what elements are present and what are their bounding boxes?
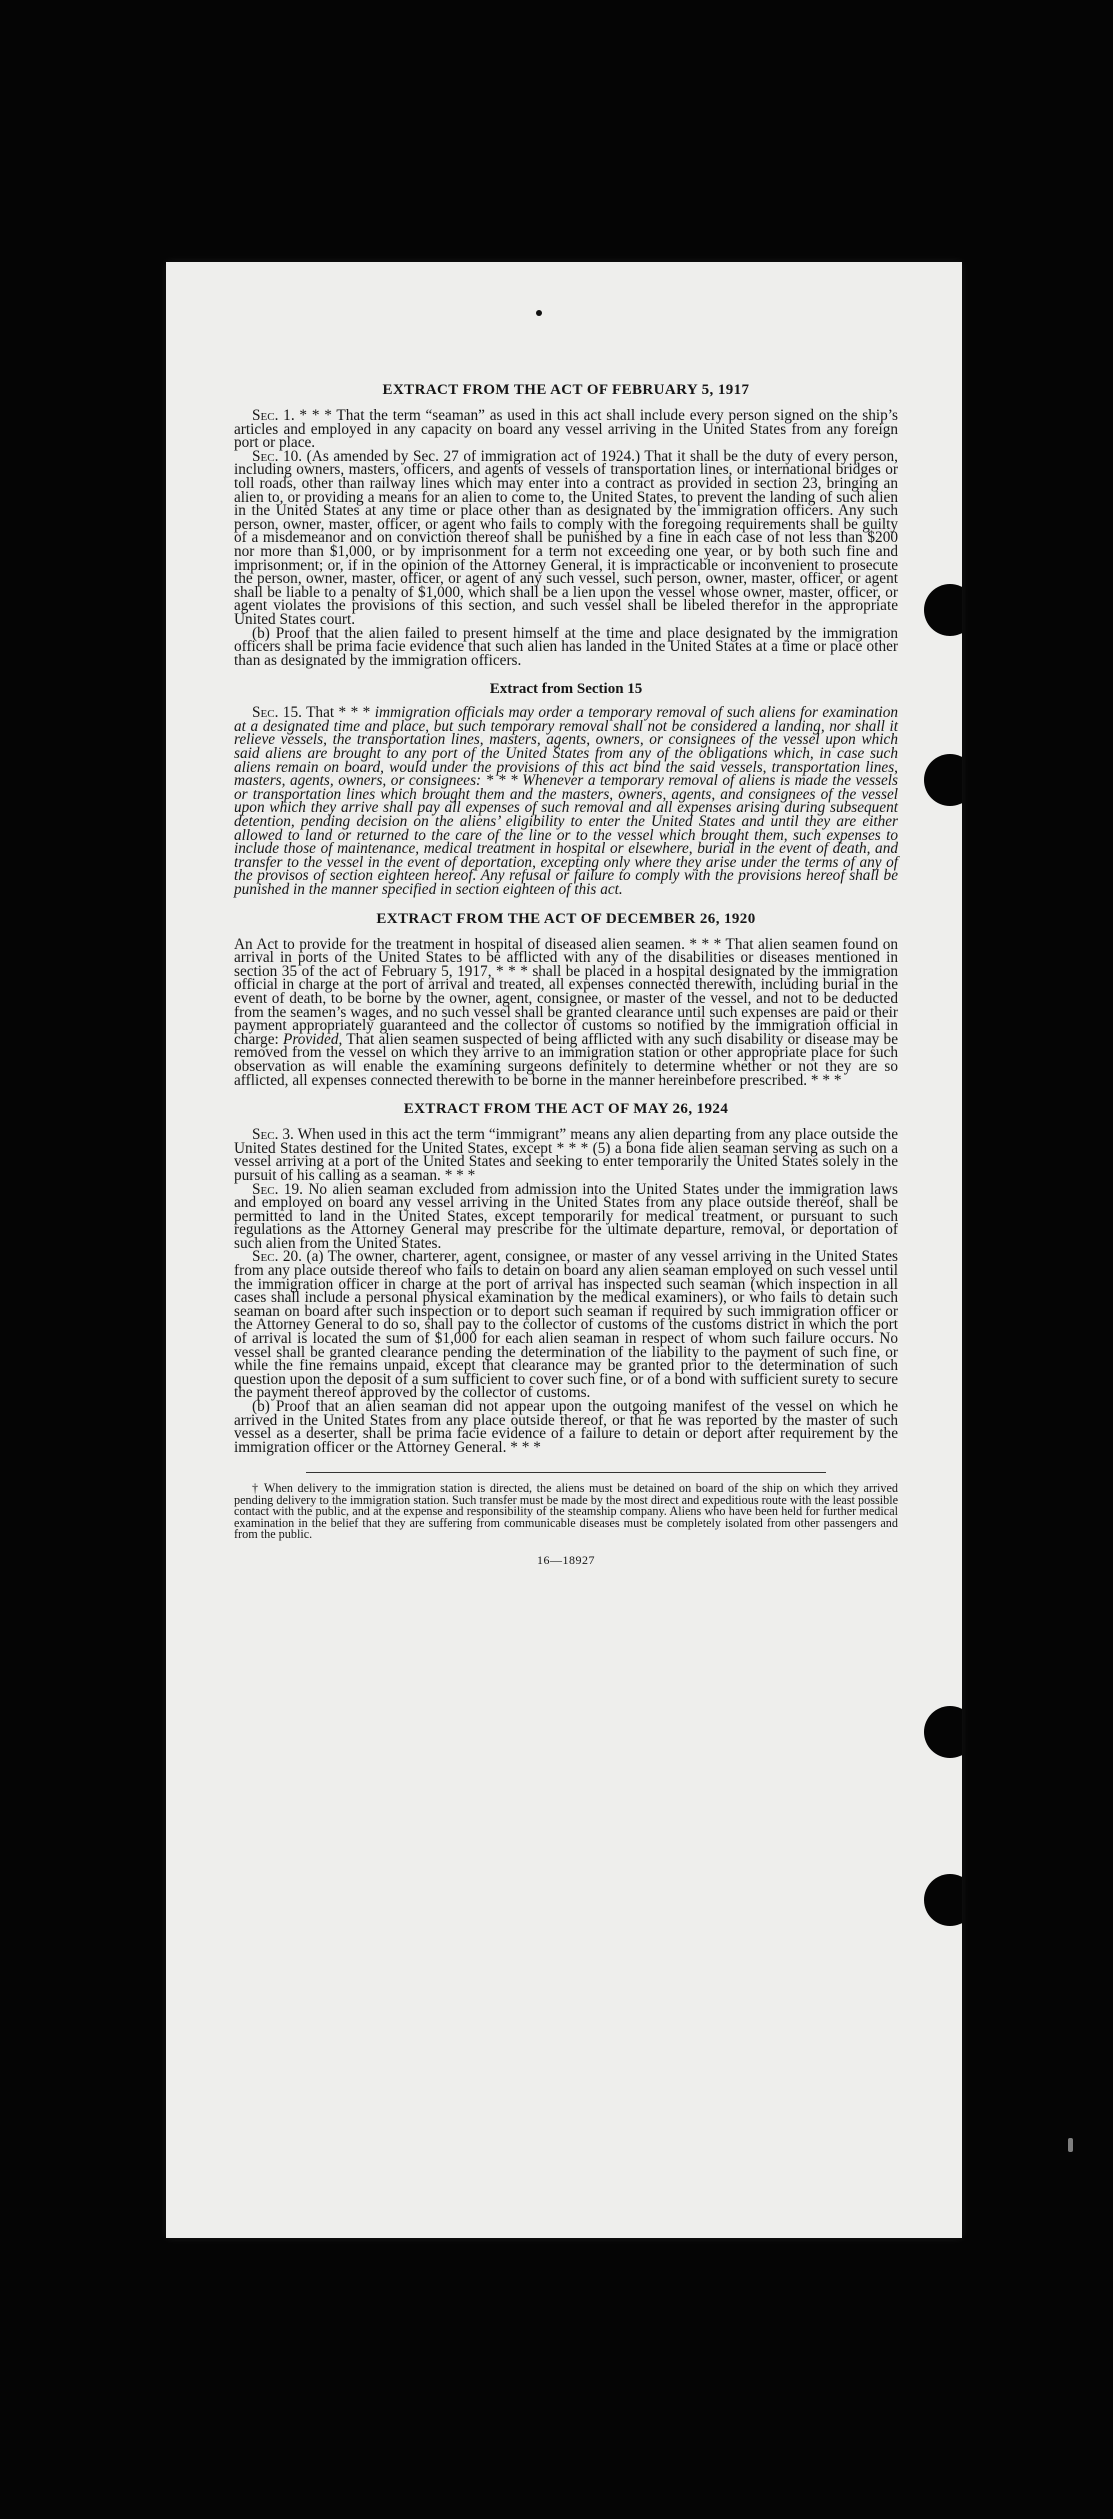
footnote: † When delivery to the immigration station is directed, the aliens must be detained on board of the ship on which they arrived pending delivery to the immigration station. Such transfer must be made by the most direct and expeditious route with the least possible contact with the public, and at the expense and responsibility of the steamship company. Aliens who have been held for further medical examination in the belief that they are suffering from communicable diseases must be completely isolated from other passengers and from the public. — [234, 1481, 898, 1542]
section-act-1920 — [234, 911, 898, 1088]
paragraph-sec-1 — [234, 409, 898, 450]
sec-20-label: Sec. 20. — [252, 1248, 302, 1266]
sec-20-text: (a) The owner, charterer, agent, consignee, or master of any vessel arriving in the United States from any place outside thereof who fails to detain on board any alien seaman employed on such vessel until the immigration officer in charge at the port of arrival has inspected such seaman (which inspection in all cases shall include a personal physical examination by the medical examiners), or who fails to detain such seaman on board after such inspection or to deport such seaman if required by such immigration officer or the Attorney General to do so, shall pay to the collector of customs of the customs district in which the port of arrival is located the sum of $1,000 for each alien seaman in respect of whom such failure occurs. No vessel shall be granted clearance pending the determination of the liability to the payment of such fine, or while the fine remains unpaid, except that clearance may be granted prior to the determination of such question upon the deposit of a sum sufficient to cover such fine, or of a bond with sufficient surety to secure the payment thereof approved by the collector of customs. — [234, 1248, 898, 1402]
sec-10-text: (As amended by Sec. 27 of immigration act of 1924.) That it shall be the duty of every person, including owners, masters, officers, and agents of vessels of transportation lines, or international bridges or toll roads, other than railway lines which may enter into a contract as provided in section 23, bringing an alien to, or providing a means for an alien to come to, the United States, to prevent the landing of such alien in the United States at any time or place other than as designated by the immigration officers. Any such person, owner, master, officer, or agent who fails to comply with the foregoing requirements shall be guilty of a misdemeanor and on conviction thereof shall be punished by a fine in each case of not less than $200 nor more than $1,000, or by imprisonment for a term not exceeding one year, or by both such fine and imprisonment; or, if in the opinion of the Attorney General, it is impracticable or inconvenient to prosecute the person, owner, master, officer, or agent of any such vessel, such person, owner, master, officer, or agent shall be liable to a penalty of $1,000, which shall be a lien upon the vessel whose owner, master, officer, or agent violates the provisions of this section, and such vessel shall be libeled therefor in the appropriate United States court. — [234, 447, 898, 628]
heading-section-15: Extract from Section 15 — [489, 681, 643, 698]
punch-hole — [924, 754, 962, 806]
scan-artifact — [1068, 2138, 1073, 2152]
sec-15-lead: That * * * — [306, 704, 371, 722]
section-15 — [234, 681, 898, 896]
heading-act-1920: EXTRACT FROM THE ACT OF DECEMBER 26, 1920 — [376, 910, 756, 927]
punch-hole — [924, 1874, 962, 1926]
paragraph-sec-20 — [234, 1250, 898, 1400]
paragraph-sec-10-b: (b) Proof that the alien failed to present himself at the time and place designated by the immigration officers shall be prima facie evidence that such alien has landed in the United States at a time or place other than as designated by the immigration officers. — [234, 624, 898, 669]
act-1920-rest: That alien seamen suspected of being afflicted with any such disability or disease may be removed from the vessel on which they arrive to an immigration station or other appropriate place for such observation as will enable the examining surgeons definitely to determine whether or not they are so afflicted, all expenses connected therewith to be borne in the manner hereinbefore prescribed. * * * — [234, 1030, 898, 1089]
heading-act-1924: EXTRACT FROM THE ACT OF MAY 26, 1924 — [403, 1101, 729, 1118]
paragraph-sec-3 — [234, 1128, 898, 1182]
punch-hole — [924, 1706, 962, 1758]
punch-hole — [924, 584, 962, 636]
sec-1-text: * * * That the term “seaman” as used in this act shall include every person signed on the ship’s articles and employed in any capacity on board any vessel arriving in the United States from any foreign port or place. — [234, 407, 898, 452]
paragraph-act-1920 — [234, 935, 898, 1089]
paragraph-sec-10 — [234, 447, 898, 628]
section-act-1924 — [234, 1101, 898, 1454]
paragraph-sec-19 — [234, 1180, 898, 1252]
document-body — [234, 382, 898, 1567]
sec-3-text: When used in this act the term “immigrant” means any alien departing from any place outside the United States destined for the United States, except * * * (5) a bona fide alien seaman serving as such on a vessel arriving at a port of the United States and seeking to enter temporarily the United States solely in the pursuit of his calling as a seaman. * * * — [234, 1126, 898, 1184]
sec-19-label: Sec. 19. — [252, 1180, 303, 1198]
act-1920-provided: Provided, — [282, 1030, 343, 1048]
heading-act-1917: EXTRACT FROM THE ACT OF FEBRUARY 5, 1917 — [382, 382, 750, 398]
paper-sheet — [166, 262, 962, 2238]
act-1920-text: An Act to provide for the treatment in hospital of diseased alien seamen. * * * That alien seamen found on arrival in ports of the United States to be afflicted with any of the disabilities or diseases mentioned in section 35 of the act of February 5, 1917, * * * shall be placed in a hospital designated by the immigration official in charge at the port of arrival and treated, all expenses connected therewith, including burial in the event of death, to be borne by the owner, agent, consignee, or master of the vessel, and not to be deducted from the seamen’s wages, and no such vessel shall be granted clearance until such expenses are paid or their payment appropriately guaranteed and the collector of customs so notified by the immigration official in charge: — [234, 935, 898, 1048]
form-number: 16—18927 — [537, 1552, 595, 1567]
paragraph-sec-20-b: (b) Proof that an alien seaman did not appear upon the outgoing manifest of the vessel on which he arrived in the United States from any place outside thereof, or that he was reported by the master of such vessel as a deserter, shall be prima facie evidence of a failure to detain or deport after requirement by the immigration officer or the Attorney General. * * * — [234, 1398, 898, 1456]
sec-15-label: Sec. 15. — [252, 704, 302, 722]
section-act-1917 — [234, 382, 898, 667]
sec-10-label: Sec. 10. — [252, 447, 303, 465]
sec-15-text: immigration officials may order a temporary removal of such aliens for examination at a designated time and place, but such temporary removal shall not be considered a landing, nor shall it relieve vessels, the transportation lines, masters, agents, owners, or consignees of the vessel upon which said aliens are brought to any port of the United States from any of the obligations which, in case such aliens remain on board, would under the provisions of this act bind the said vessels, transportation lines, masters, agents, owners, or consignees: * * * Whenever a temporary removal of aliens is made the vessels or transportation lines which brought them and the masters, owners, agents, and consignees of the vessel upon which they arrive shall pay all expenses of such removal and all expenses arising during subsequent detention, pending decision on the aliens’ eligibility to enter the United States and until they are either allowed to land or returned to the care of the line or to the vessel which brought them, such expenses to include those of maintenance, medical treatment in hospital or elsewhere, burial in the event of death, and transfer to the vessel in the event of deportation, excepting only where they arise under the terms of any of the provisos of section eighteen hereof. Any refusal or failure to comply with the provisions hereof shall be punished in the manner specified in section eighteen of this act. — [234, 704, 898, 898]
sec-3-label: Sec. 3. — [252, 1126, 294, 1144]
paragraph-sec-15 — [234, 706, 898, 896]
ink-dot — [536, 310, 542, 316]
sec-19-text: No alien seaman excluded from admission into the United States under the immigration laws and employed on board any vessel arriving in the United States from any place outside thereof, shall be permitted to land in the United States, except temporarily for medical treatment, or pursuant to such regulations as the Attorney General may prescribe for the ultimate departure, removal, or deportation of such alien from the United States. — [234, 1180, 898, 1252]
sec-1-label: Sec. 1. — [252, 407, 295, 424]
footnote-divider — [306, 1472, 826, 1473]
